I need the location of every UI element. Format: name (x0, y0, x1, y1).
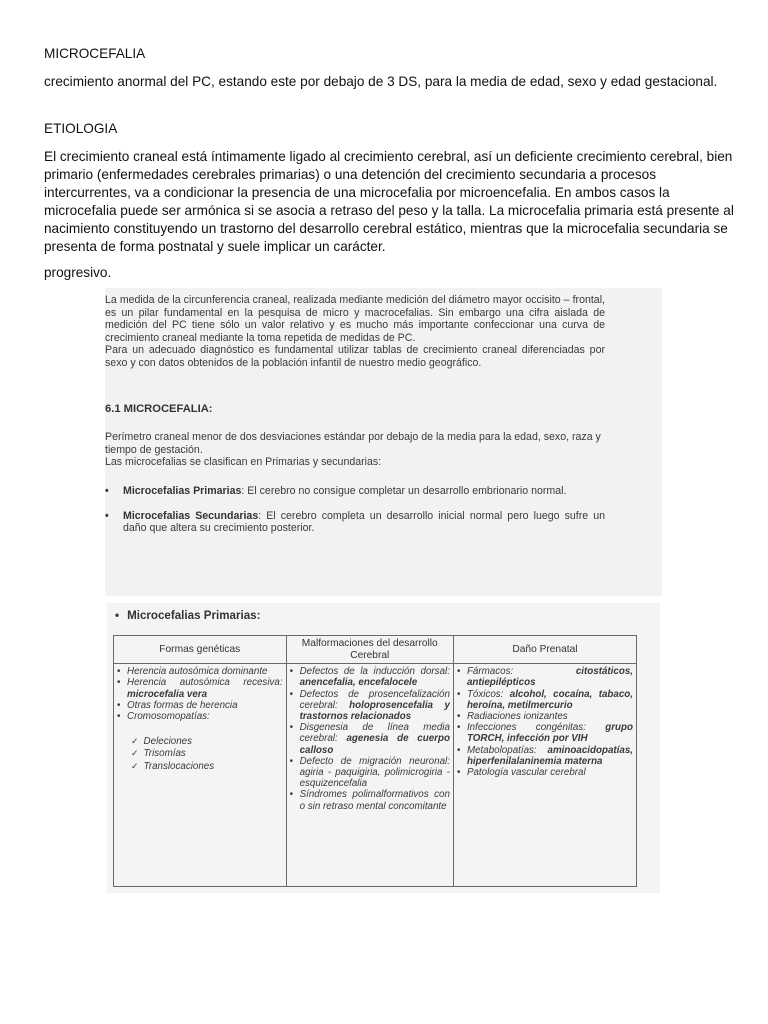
malformations-list (290, 666, 450, 812)
list-item: • Metabolopatías: aminoacidopatías, hiperfenilalaninemia materna (457, 745, 633, 767)
bullet-glyph: • (115, 609, 120, 622)
table-title (115, 609, 260, 622)
document-heading: MICROCEFALIA (44, 46, 146, 61)
scan-intro-paragraph-1: La medida de la circunferencia craneal, realizada mediante medición del diámetro mayor occisito – frontal, es un pilar fundamental en la pesquisa de micro y macrocefalias. Sin embargo una cifra aislada de medición del PC tiene sólo un valor relativo y es mucho más importante confeccionar una curva de crecimiento craneal mediante la toma repetida de medidas de PC. (105, 294, 605, 344)
list-item: • Otras formas de herencia (117, 700, 283, 711)
classification-list (105, 485, 605, 547)
list-item-text: : El cerebro completa un desarrollo inicial normal pero luego sufre un daño que altera su crecimiento posterior. (123, 509, 606, 535)
scan-intro-paragraph-2: Para un adecuado diagnóstico es fundamental utilizar tablas de crecimiento craneal diferenciadas por sexo y con datos obtenidos de la población infantil de nuestro medio geográfico. (105, 344, 605, 369)
list-item-text: : El cerebro no consigue completar un desarrollo embrionario normal. (241, 485, 567, 497)
check-item: ✓ Translocaciones (131, 761, 283, 773)
list-item: • Infecciones congénitas: grupo TORCH, infección por VIH (457, 722, 633, 744)
definition-text: crecimiento anormal del PC, estando este por debajo de 3 DS, para la media de edad, sexo y edad gestacional. (44, 74, 718, 89)
scan-definition (105, 431, 615, 469)
primary-microcephaly-table (113, 635, 637, 887)
column-header: Daño Prenatal (453, 636, 636, 664)
column-header: Formas genéticas (114, 636, 287, 664)
list-item: • Defectos de prosencefalización cerebral: holoprosencefalia y trastornos relacionados (290, 689, 450, 723)
list-item: • Herencia autosómica recesiva: microcefalia vera (117, 677, 283, 699)
etiologia-paragraph: El crecimiento craneal está íntimamente ligado al crecimiento cerebral, así un deficiente crecimiento cerebral, bien primario (enfermedades cerebrales primarias) o una detención del crecimiento secundaria a procesos intercurrentes, va a condicionar la presencia de una microcefalia por microencefalia. En ambos casos la microcefalia puede ser armónica si se asocia a retraso del peso y la talla. La microcefalia primaria está presente al nacimiento constituyendo un trastorno del desarrollo cerebral estático, mientras que la microcefalia secundaria se presenta de forma postnatal y suele implicar un carácter. (44, 149, 734, 254)
list-item: • Síndromes polimalformativos con o sin retraso mental concomitante (290, 789, 450, 811)
list-item: • Radiaciones ionizantes (457, 711, 633, 722)
list-item-term: Microcefalias Secundarias (123, 509, 259, 522)
table-cell-genetic (114, 664, 287, 887)
check-item: ✓ Trisomías (131, 748, 283, 760)
list-item (105, 485, 605, 498)
list-item: • Defectos de la inducción dorsal: anencefalia, encefalocele (290, 666, 450, 688)
table-cell-prenatal (453, 664, 636, 887)
scanned-excerpt-2 (107, 603, 660, 893)
list-item: • Tóxicos: alcohol, cocaína, tabaco, heroína, metilmercurio (457, 689, 633, 711)
table-row (114, 664, 637, 887)
paragraph-continuation: progresivo. (44, 265, 112, 280)
scanned-excerpt-1 (105, 288, 662, 596)
scan-definition-line-2: Las microcefalias se clasifican en Primarias y secundarias: (105, 456, 382, 469)
column-header: Malformaciones del desarrollo Cerebral (286, 636, 453, 664)
list-item: • Cromosomopatías: (117, 711, 283, 722)
list-item: • Herencia autosómica dominante (117, 666, 283, 677)
list-item: • Patología vascular cerebral (457, 767, 633, 778)
list-item: • Defecto de migración neuronal: agiria - paquigiria, polimicrogiria - esquizencefalia (290, 756, 450, 790)
section-title: 6.1 MICROCEFALIA: (105, 403, 213, 415)
check-item: ✓ Deleciones (131, 736, 283, 748)
chromosomopathy-checklist (117, 736, 283, 773)
prenatal-damage-list (457, 666, 633, 778)
list-item: • Disgenesia de línea media cerebral: agenesia de cuerpo calloso (290, 722, 450, 756)
table-header-row (114, 636, 637, 664)
scan-intro (105, 294, 605, 370)
table-cell-malformations (286, 664, 453, 887)
etiologia-heading: ETIOLOGIA (44, 121, 118, 136)
list-item (105, 510, 605, 535)
genetic-list (117, 666, 283, 722)
list-item: • Fármacos: citostáticos, antiepilépticos (457, 666, 633, 688)
table-title-text: Microcefalias Primarias: (127, 609, 261, 622)
scan-definition-line-1: Perímetro craneal menor de dos desviaciones estándar por debajo de la media para la edad, sexo, raza y tiempo de gestación. (105, 431, 601, 456)
list-item-term: Microcefalias Primarias (123, 485, 242, 497)
